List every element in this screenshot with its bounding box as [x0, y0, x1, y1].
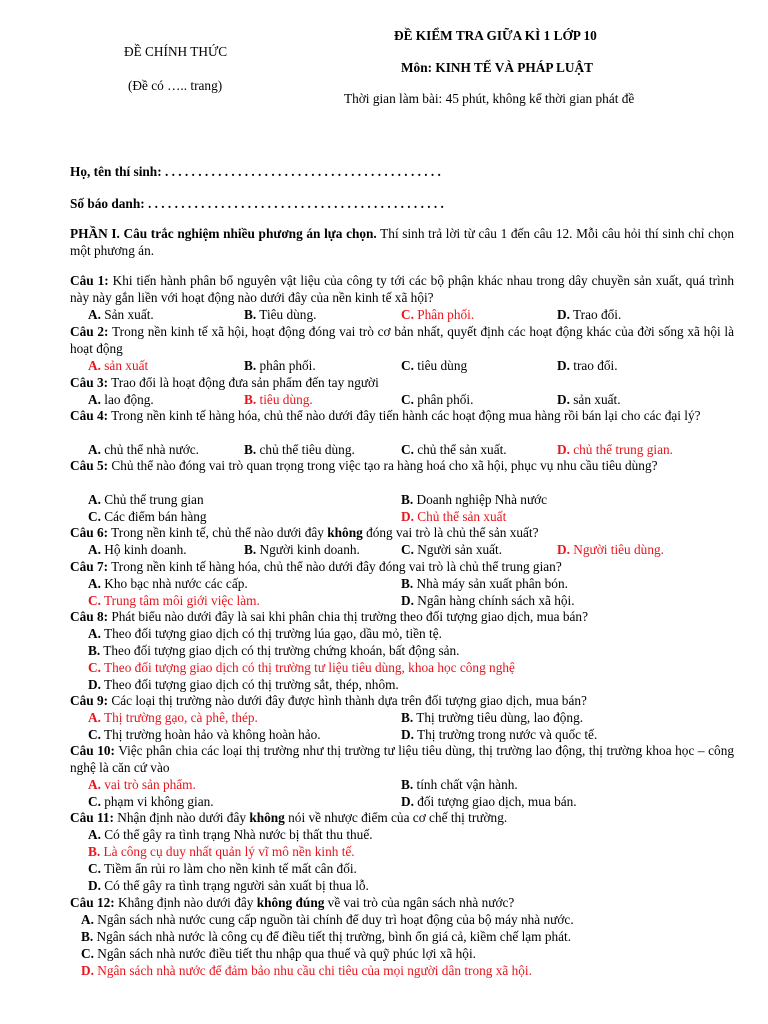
- q5-option-b: B. Doanh nghiệp Nhà nước: [401, 492, 548, 507]
- q10-option-c: C. phạm vi không gian.: [88, 794, 214, 809]
- q9-option-c: C. Thị trường hoàn hảo và không hoàn hảo.: [88, 727, 321, 742]
- exam-time: Thời gian làm bài: 45 phút, không kể thời gian phát đề: [344, 91, 635, 106]
- q7-option-d: D. Ngân hàng chính sách xã hội.: [401, 593, 575, 608]
- q11-option-b: B. Là công cụ duy nhất quản lý vĩ mô nền kinh tế.: [88, 844, 355, 859]
- q10-option-b: B. tính chất vận hành.: [401, 777, 518, 792]
- q5-option-d: D. Chủ thể sản xuất: [401, 509, 507, 524]
- q9-option-d: D. Thị trường trong nước và quốc tế.: [401, 727, 598, 742]
- q11-option-a: A. Có thể gây ra tình trạng Nhà nước bị thất thu thuế.: [88, 827, 373, 842]
- q12-option-d: D. Ngân sách nhà nước để đảm bảo nhu cầu chi tiêu của mọi người dân trong xã hội.: [81, 963, 532, 978]
- q11-option-d: D. Có thể gây ra tình trạng người sản xuất bị thua lỗ.: [88, 878, 369, 893]
- q3-option-d: D. sản xuất.: [557, 392, 621, 407]
- q1-option-b: B. Tiêu dùng.: [244, 307, 317, 322]
- q2-option-d: D. trao đổi.: [557, 358, 618, 373]
- student-id-line: Số báo danh: . . . . . . . . . . . . . . . . . . . . . . . . . . . . . . . . . . . . . . . . . . . . .: [70, 196, 444, 211]
- question-7: Câu 7: Trong nền kinh tế hàng hóa, chủ thể nào dưới đây đóng vai trò là chủ thể trung gian?: [70, 559, 562, 574]
- q2-option-b: B. phân phối.: [244, 358, 316, 373]
- q9-option-a: A. Thị trường gạo, cà phê, thép.: [88, 710, 258, 725]
- question-9: Câu 9: Các loại thị trường nào dưới đây được hình thành dựa trên đối tượng giao dịch, mua bán?: [70, 693, 587, 708]
- q10-option-d: D. đối tượng giao dịch, mua bán.: [401, 794, 577, 809]
- q8-option-c: C. Theo đối tượng giao dịch có thị trường tư liệu tiêu dùng, khoa học công nghệ: [88, 660, 515, 675]
- q1-option-c: C. Phân phối.: [401, 307, 475, 322]
- page-count: (Đề có ….. trang): [128, 78, 223, 93]
- q5-option-a: A. Chủ thể trung gian: [88, 492, 204, 507]
- q8-option-a: A. Theo đối tượng giao dịch có thị trường lúa gạo, dầu mỏ, tiền tệ.: [88, 626, 442, 641]
- q7-option-b: B. Nhà máy sản xuất phân bón.: [401, 576, 568, 591]
- q3-option-a: A. lao động.: [88, 392, 154, 407]
- question-1: Câu 1: Khi tiến hành phân bổ nguyên vật liệu của công ty tới các bộ phận khác nhau trong dây chuyền sản xuất, quá trình này này gắn liền với hoạt động nào dưới đây của nền kinh tế xã hội?: [70, 273, 734, 305]
- q6-option-c: C. Người sản xuất.: [401, 542, 503, 557]
- question-11: Câu 11: Nhận định nào dưới đây không nói về nhược điểm của cơ chế thị trường.: [70, 810, 508, 825]
- q6-option-d: D. Người tiêu dùng.: [557, 542, 664, 557]
- q11-option-c: C. Tiềm ẩn rủi ro làm cho nền kinh tế mất cân đối.: [88, 861, 357, 876]
- q6-option-b: B. Người kinh doanh.: [244, 542, 360, 557]
- q8-option-d: D. Theo đối tượng giao dịch có thị trường sắt, thép, nhôm.: [88, 677, 399, 692]
- q9-option-b: B. Thị trường tiêu dùng, lao động.: [401, 710, 584, 725]
- q4-option-a: A. chủ thể nhà nước.: [88, 442, 199, 457]
- q10-option-a: A. vai trò sản phẩm.: [88, 777, 196, 792]
- question-2: Câu 2: Trong nền kinh tế xã hội, hoạt động đóng vai trò cơ bản nhất, quyết định các hoạt động khác của đời sống xã hội là hoạt động: [70, 324, 735, 356]
- q5-option-c: C. Các điểm bán hàng: [88, 509, 207, 524]
- q4-option-c: C. chủ thể sản xuất.: [401, 442, 507, 457]
- exam-title: ĐỀ KIỂM TRA GIỮA KÌ 1 LỚP 10: [394, 28, 597, 43]
- q12-option-a: A. Ngân sách nhà nước cung cấp nguồn tài chính để duy trì hoạt động của bộ máy nhà nước.: [81, 912, 574, 927]
- q2-option-c: C. tiêu dùng: [401, 358, 468, 373]
- q6-option-a: A. Hộ kinh doanh.: [88, 542, 187, 557]
- official-label: ĐỀ CHÍNH THỨC: [124, 44, 228, 59]
- q7-option-a: A. Kho bạc nhà nước các cấp.: [88, 576, 248, 591]
- question-6: Câu 6: Trong nền kinh tế, chủ thể nào dưới đây không đóng vai trò là chủ thể sản xuất?: [70, 525, 539, 540]
- q7-option-c: C. Trung tâm môi giới việc làm.: [88, 593, 260, 608]
- q12-option-b: B. Ngân sách nhà nước là công cụ để điều tiết thị trường, bình ổn giá cả, kiềm chế lạm phát.: [81, 929, 572, 944]
- question-3: Câu 3: Trao đổi là hoạt động đưa sản phẩm đến tay người: [70, 375, 379, 390]
- question-5: Câu 5: Chủ thể nào đóng vai trò quan trọng trong việc tạo ra hàng hoá cho xã hội, phục vụ nhu cầu tiêu dùng?: [70, 458, 658, 473]
- q4-option-b: B. chủ thể tiêu dùng.: [244, 442, 355, 457]
- q1-option-a: A. Sản xuất.: [88, 307, 154, 322]
- q3-option-c: C. phân phối.: [401, 392, 474, 407]
- question-4: Câu 4: Trong nền kinh tế hàng hóa, chủ thể nào dưới đây tiến hành các hoạt động mua hàng rồi bán lại cho các đại lý?: [70, 408, 701, 423]
- q1-option-d: D. Trao đổi.: [557, 307, 622, 322]
- question-8: Câu 8: Phát biểu nào dưới đây là sai khi phân chia thị trường theo đối tượng giao dịch, mua bán?: [70, 609, 588, 624]
- q2-option-a: A. sản xuất: [88, 358, 149, 373]
- student-name-line: Họ, tên thí sinh: . . . . . . . . . . . . . . . . . . . . . . . . . . . . . . . . . . . . . . . . . .: [70, 164, 441, 179]
- exam-subject: Môn: KINH TẾ VÀ PHÁP LUẬT: [401, 60, 593, 75]
- part1-heading: PHẦN I. Câu trắc nghiệm nhiều phương án lựa chọn. Thí sinh trả lời từ câu 1 đến câu 12. Mỗi câu hỏi thí sinh chỉ chọn một phương án.: [70, 226, 734, 258]
- q12-option-c: C. Ngân sách nhà nước điều tiết thu nhập qua thuế và quỹ phúc lợi xã hội.: [81, 946, 476, 961]
- q3-option-b: B. tiêu dùng.: [244, 392, 313, 407]
- q4-option-d: D. chủ thể trung gian.: [557, 442, 673, 457]
- question-12: Câu 12: Khẳng định nào dưới đây không đúng về vai trò của ngân sách nhà nước?: [70, 895, 515, 910]
- question-10: Câu 10: Việc phân chia các loại thị trường như thị trường tư liệu tiêu dùng, thị trường lao động, thị trường khoa học – công nghệ là căn cứ vào: [70, 743, 734, 775]
- q8-option-b: B. Theo đối tượng giao dịch có thị trường chứng khoán, bất động sản.: [88, 643, 460, 658]
